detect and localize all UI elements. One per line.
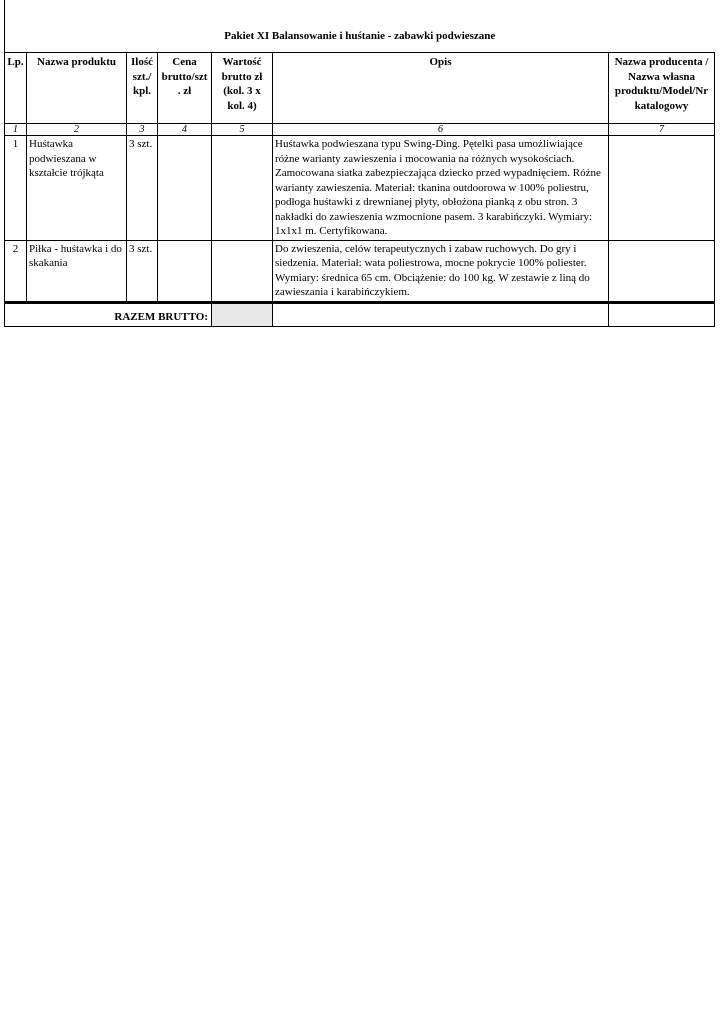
column-number: 7 [609, 124, 715, 136]
row-unit-price-cell[interactable] [158, 240, 212, 302]
header-lp: Lp. [5, 53, 27, 124]
column-number: 1 [5, 124, 27, 136]
row-description: Huśtawka podwieszana typu Swing-Ding. Pętelki pasa umożliwiające różne warianty zawieszenia i mocowania na różnych wysokościach. Zamocowana siatka zabezpieczająca dziecko przed wypadnięciem. Różne warianty zawieszenia. Materiał: tkanina outdoorowa w 100% poliestru, podłoga huśtawki z drewnianej płyty, obłożona pianką z obu stron. 3 nakładki do zawieszenia wzmocnione pasem. 3 karabińczyki. Wymiary: 1x1x1 m. Certyfikowana. [273, 136, 609, 241]
total-producer-cell [609, 303, 715, 326]
row-product-name: Piłka - huśtawka i do skakania [27, 240, 127, 302]
price-table [4, 15, 715, 327]
row-quantity: 3 szt. [127, 240, 158, 302]
left-border-line [4, 0, 5, 16]
row-unit-price-cell[interactable] [158, 136, 212, 241]
row-description: Do zwieszenia, celów terapeutycznych i zabaw ruchowych. Do gry i siedzenia. Materiał: wata poliestrowa, mocne pokrycie 100% poliester. Wymiary: średnica 65 cm. Obciążenie: do 100 kg. W zestawie z liną do zawieszania i karabińczykiem. [273, 240, 609, 302]
row-total-value-cell[interactable] [212, 240, 273, 302]
header-unit-price: Cena brutto/szt . zł [158, 53, 212, 124]
row-total-value-cell[interactable] [212, 136, 273, 241]
column-number: 2 [27, 124, 127, 136]
header-producer: Nazwa producenta / Nazwa własna produktu/Model/Nr katalogowy [609, 53, 715, 124]
header-description: Opis [273, 53, 609, 124]
row-lp: 2 [5, 240, 27, 302]
header-row [5, 53, 715, 124]
total-value-cell[interactable] [212, 303, 273, 326]
row-product-name: Huśtawka podwieszana w kształcie trójkąta [27, 136, 127, 241]
column-number: 6 [273, 124, 609, 136]
column-number: 3 [127, 124, 158, 136]
header-total-value: Wartość brutto zł (kol. 3 x kol. 4) [212, 53, 273, 124]
header-quantity: Ilość szt./ kpl. [127, 53, 158, 124]
row-lp: 1 [5, 136, 27, 241]
column-number: 4 [158, 124, 212, 136]
total-label: RAZEM BRUTTO: [5, 303, 212, 326]
price-table-sheet [4, 15, 714, 327]
column-number-row [5, 124, 715, 136]
total-row [5, 303, 715, 326]
column-number: 5 [212, 124, 273, 136]
table-title: Pakiet XI Balansowanie i huśtanie - zabawki podwieszane [5, 15, 715, 53]
table-row [5, 136, 715, 241]
total-description-cell [273, 303, 609, 326]
row-producer-cell[interactable] [609, 136, 715, 241]
row-producer-cell[interactable] [609, 240, 715, 302]
title-row [5, 15, 715, 53]
table-row [5, 240, 715, 302]
row-quantity: 3 szt. [127, 136, 158, 241]
header-product-name: Nazwa produktu [27, 53, 127, 124]
